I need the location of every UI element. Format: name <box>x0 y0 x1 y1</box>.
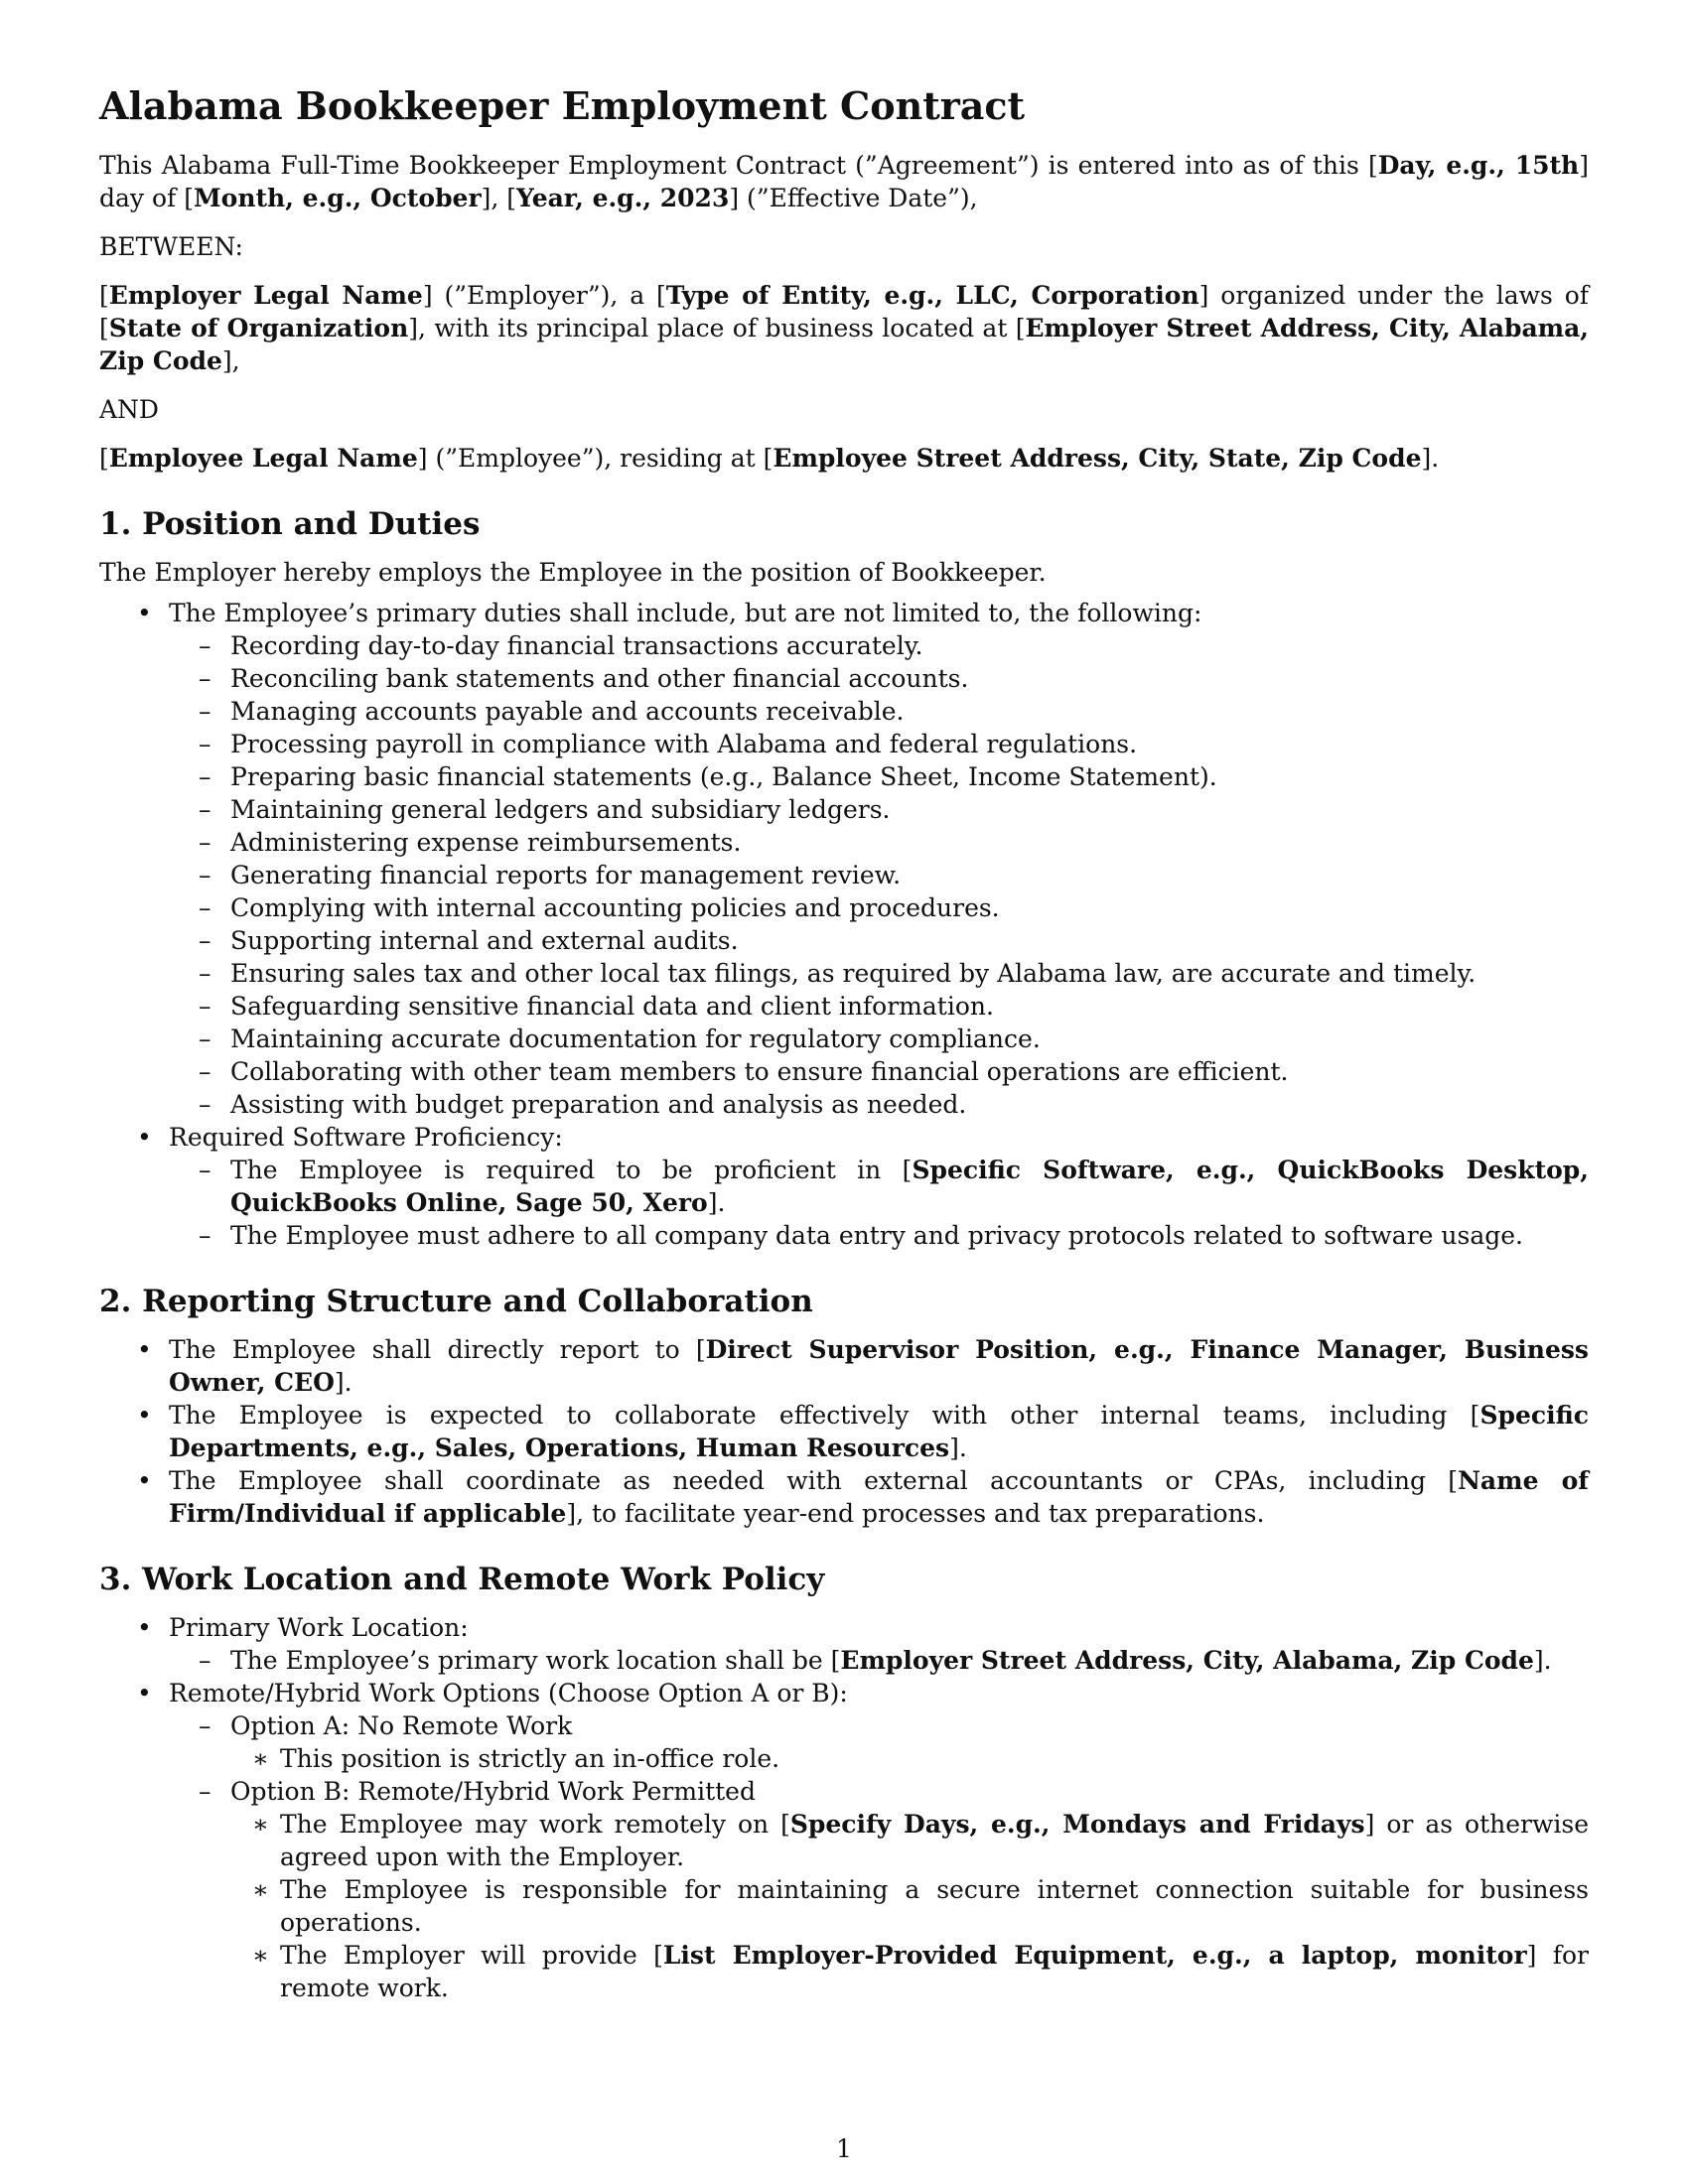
employer-address-blank: Employer Street Address, City, Alabama, Zip Code <box>99 314 1590 375</box>
list-item: • The Employee shall directly report to [Direct Supervisor Position, e.g., Finance Manager, Business Owner, CEO]. <box>99 1333 1589 1399</box>
list-item: • The Employee’s primary duties shall include, but are not limited to, the following: – Recording day-to-day financial transactions accurately. – Reconciling bank statements and other financial accounts. – Managing accounts payable and accounts receivable. – Processing payroll in compliance with Alabama and federal regulations. – Preparing basic financial statements (e.g., Balance Sheet, Income Statement). – Maintaining general ledgers and subsidiary ledgers. – Administering expense reimbursements. – Generating financial reports for management review. – Complying with internal accounting policies and procedures. – Supporting internal and external audits. – Ensuring sales tax and other local tax filings, as required by Alabama law, are accurate and timely. – Safeguarding sensitive financial data and client information. – Maintaining accurate documentation for regulatory compliance. – Collaborating with other team members to ensure financial operations are efficient. – Assisting with budget preparation and analysis as needed. <box>99 597 1589 1121</box>
list-item: • The Employee is expected to collaborate effectively with other internal teams, including [Specific Departments, e.g., Sales, Operations, Human Resources]. <box>99 1399 1589 1464</box>
list-item: – The Employee’s primary work location shall be [Employer Street Address, City, Alabama, Zip Code]. <box>169 1644 1589 1677</box>
list-item: • The Employee shall coordinate as needed with external accountants or CPAs, including [Name of Firm/Individual if applicable], to facilitate year-end processes and tax preparations. <box>99 1464 1589 1530</box>
position-intro: The Employer hereby employs the Employee in the position of Bookkeeper. <box>99 558 1047 587</box>
list-item: – Collaborating with other team members to ensure financial operations are efficient. <box>169 1055 1589 1088</box>
list-item: – Processing payroll in compliance with Alabama and federal regulations. <box>169 728 1589 760</box>
list-item: ∗ This position is strictly an in-office role. <box>230 1742 1589 1775</box>
position-list <box>99 597 1589 1252</box>
work-location-list <box>99 1611 1589 2004</box>
list-item: – Maintaining general ledgers and subsidiary ledgers. <box>169 793 1589 826</box>
list-item: – The Employee must adhere to all company data entry and privacy protocols related to software usage. <box>169 1219 1589 1252</box>
reporting-list <box>99 1333 1589 1530</box>
list-item: ∗ The Employer will provide [List Employer-Provided Equipment, e.g., a laptop, monitor] for remote work. <box>230 1939 1589 2004</box>
and-label: AND <box>99 395 159 424</box>
list-item: – Reconciling bank statements and other financial accounts. <box>169 662 1589 695</box>
work-address-blank: Employer Street Address, City, Alabama, Zip Code <box>840 1646 1534 1675</box>
employee-address-blank: Employee Street Address, City, State, Zip Code <box>773 444 1422 473</box>
list-item: ∗ The Employee may work remotely on [Specify Days, e.g., Mondays and Fridays] or as otherwise agreed upon with the Employer. <box>230 1808 1589 1873</box>
duties-list <box>169 629 1589 1121</box>
software-list <box>169 1154 1589 1252</box>
list-item: – Maintaining accurate documentation for regulatory compliance. <box>169 1023 1589 1055</box>
list-item: ∗ The Employee is responsible for maintaining a secure internet connection suitable for business operations. <box>230 1873 1589 1939</box>
section-heading-position-duties: 1. Position and Duties <box>99 506 481 542</box>
list-item: – Recording day-to-day financial transactions accurately. <box>169 629 1589 662</box>
list-item: – Option A: No Remote Work ∗ This position is strictly an in-office role. <box>169 1709 1589 1775</box>
list-item: – Generating financial reports for management review. <box>169 859 1589 891</box>
list-item: • Required Software Proficiency: – The Employee is required to be proficient in [Specific Software, e.g., QuickBooks Desktop, QuickBooks Online, Sage 50, Xero]. – The Employee must adhere to all company data entry and privacy protocols related to software usage. <box>99 1121 1589 1252</box>
list-item: – Supporting internal and external audits. <box>169 924 1589 957</box>
list-item: – Safeguarding sensitive financial data and client information. <box>169 990 1589 1023</box>
list-item: – Managing accounts payable and accounts receivable. <box>169 695 1589 728</box>
page-number: 1 <box>836 2134 852 2163</box>
list-item: – Preparing basic financial statements (e.g., Balance Sheet, Income Statement). <box>169 760 1589 793</box>
employee-name-blank: Employee Legal Name <box>108 444 418 473</box>
state-blank: State of Organization <box>108 314 409 342</box>
supervisor-blank: Direct Supervisor Position, e.g., Finance Manager, Business Owner, CEO <box>169 1335 1589 1397</box>
month-blank: Month, e.g., October <box>193 184 482 212</box>
list-item: • Remote/Hybrid Work Options (Choose Option A or B): – Option A: No Remote Work ∗ This position is strictly an in-office role. – Option B: Remote/Hybrid Work Permitted ∗ The Employee may work remotely on [Specify Days, e.g., Mondays and Fridays] or as otherwise agreed upon with the Employer. ∗ The Employee is responsible for maintaining a secure internet connection suitable for business operations. ∗ The Employer will provide [List Employer-Provided Equipment, e.g., a laptop, monitor] for remote work. <box>99 1677 1589 2004</box>
section-heading-reporting: 2. Reporting Structure and Collaboration <box>99 1284 813 1319</box>
year-blank: Year, e.g., 2023 <box>516 184 730 212</box>
employer-paragraph: [Employer Legal Name] (”Employer”), a [Type of Entity, e.g., LLC, Corporation] organized under the laws of [State of Organization], with its principal place of business located at [Employer Street Address, City, Alabama, Zip Code], <box>99 281 1590 375</box>
list-item: • Primary Work Location: – The Employee’s primary work location shall be [Employer Street Address, City, Alabama, Zip Code]. <box>99 1611 1589 1677</box>
equipment-blank: List Employer-Provided Equipment, e.g., a laptop, monitor <box>662 1941 1527 1970</box>
firm-blank: Name of Firm/Individual if applicable <box>169 1466 1590 1528</box>
departments-blank: Specific Departments, e.g., Sales, Operations, Human Resources <box>169 1401 1589 1462</box>
document-title: Alabama Bookkeeper Employment Contract <box>99 83 1026 128</box>
list-item: – Complying with internal accounting policies and procedures. <box>169 891 1589 924</box>
employee-paragraph: [Employee Legal Name] (”Employee”), residing at [Employee Street Address, City, State, Zip Code]. <box>99 444 1440 473</box>
intro-paragraph: This Alabama Full-Time Bookkeeper Employment Contract (”Agreement”) is entered into as of this [Day, e.g., 15th] day of [Month, e.g., October], [Year, e.g., 2023] (”Effective Date”), <box>99 151 1589 212</box>
contract-page <box>99 83 1589 2004</box>
day-blank: Day, e.g., 15th <box>1377 151 1580 180</box>
section-heading-work-location: 3. Work Location and Remote Work Policy <box>99 1562 825 1597</box>
list-item: – Assisting with budget preparation and analysis as needed. <box>169 1088 1589 1121</box>
list-item: – The Employee is required to be proficient in [Specific Software, e.g., QuickBooks Desktop, QuickBooks Online, Sage 50, Xero]. <box>169 1154 1589 1219</box>
list-item: – Ensuring sales tax and other local tax filings, as required by Alabama law, are accurate and timely. <box>169 957 1589 990</box>
between-label: BETWEEN: <box>99 232 243 261</box>
employer-name-blank: Employer Legal Name <box>108 281 423 310</box>
list-item: – Option B: Remote/Hybrid Work Permitted ∗ The Employee may work remotely on [Specify Days, e.g., Mondays and Fridays] or as otherwise agreed upon with the Employer. ∗ The Employee is responsible for maintaining a secure internet connection suitable for business operations. ∗ The Employer will provide [List Employer-Provided Equipment, e.g., a laptop, monitor] for remote work. <box>169 1775 1589 2004</box>
list-item: – Administering expense reimbursements. <box>169 826 1589 859</box>
remote-days-blank: Specify Days, e.g., Mondays and Fridays <box>789 1810 1365 1839</box>
entity-type-blank: Type of Entity, e.g., LLC, Corporation <box>665 281 1199 310</box>
software-blank: Specific Software, e.g., QuickBooks Desktop, QuickBooks Online, Sage 50, Xero <box>230 1156 1589 1217</box>
